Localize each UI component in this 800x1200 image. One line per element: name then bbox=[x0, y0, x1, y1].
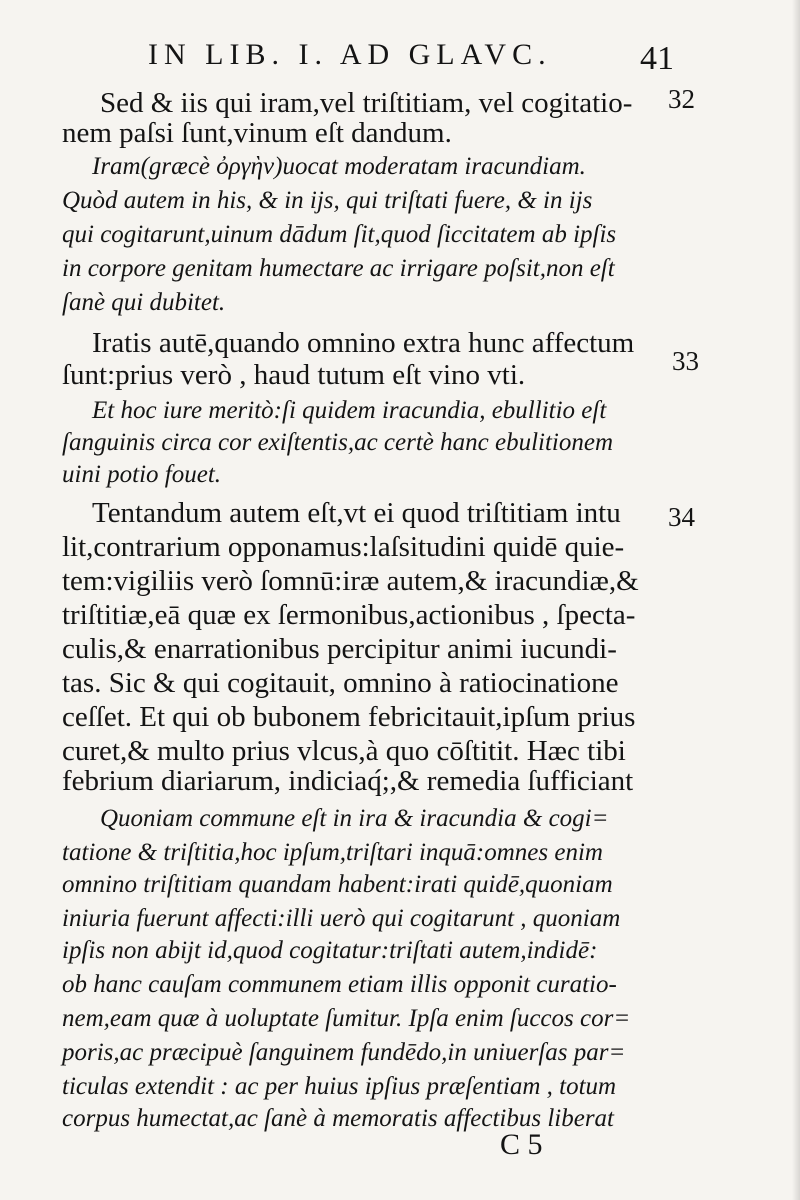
text-line: tas. Sic & qui cogitauit, omnino à ratiocinatione bbox=[62, 667, 619, 699]
text-line: ſunt:prius verò , haud tutum eſt vino vti. bbox=[62, 359, 526, 391]
page-number: 41 bbox=[640, 40, 674, 77]
text-line: in corpore genitam humectare ac irrigare poſsit,non eſt bbox=[62, 255, 615, 282]
text-line: Quòd autem in his, & in ijs, qui triſtati fuere, & in ijs bbox=[62, 187, 593, 214]
text-line: qui cogitarunt,uinum dādum ſit,quod ſiccitatem ab ipſis bbox=[62, 221, 617, 248]
text-line: Et hoc iure meritò:ſi quidem iracundia, ebullitio eſt bbox=[92, 397, 607, 424]
text-line: Iram(græcè ὀργὴν)uocat moderatam iracundiam. bbox=[92, 153, 586, 180]
text-line: Tentandum autem eſt,vt ei quod triſtitiam intu bbox=[92, 497, 621, 529]
text-line: curet,& multo prius vlcus,à quo cōſtitit. Hæc tibi bbox=[62, 735, 626, 767]
text-line: corpus humectat,ac ſanè à memoratis affectibus liberat bbox=[62, 1105, 615, 1132]
page-edge-shadow bbox=[792, 0, 800, 1200]
signature-mark: C 5 bbox=[500, 1128, 543, 1161]
margin-number-32: 32 bbox=[668, 84, 695, 114]
text-line: tem:vigiliis verò ſomnū:iræ autem,& iracundiæ,& bbox=[62, 565, 639, 597]
text-line: Quoniam commune eſt in ira & iracundia & cogi= bbox=[100, 805, 609, 832]
text-line: uini potio fouet. bbox=[62, 461, 222, 488]
text-line: nem,eam quæ à uoluptate ſumitur. Ipſa enim ſuccos cor= bbox=[62, 1005, 631, 1032]
text-line: lit,contrarium opponamus:laſsitudini quidē quie- bbox=[62, 531, 625, 563]
text-line: ob hanc cauſam communem etiam illis opponit curatio- bbox=[62, 971, 617, 998]
text-line: culis,& enarrationibus percipitur animi iucundi- bbox=[62, 633, 617, 665]
running-header: IN LIB. I. AD GLAVC. bbox=[148, 38, 552, 71]
text-line: ticulas extendit : ac per huius ipſius præſentiam , totum bbox=[62, 1073, 617, 1100]
text-line: triſtitiæ,eā quæ ex ſermonibus,actionibus , ſpecta- bbox=[62, 599, 636, 631]
text-line: ſanguinis circa cor exiſtentis,ac certè hanc ebulitionem bbox=[62, 429, 614, 456]
margin-number-33: 33 bbox=[672, 346, 699, 376]
text-line: febrium diariarum, indiciaq́;,& remedia ſufficiant bbox=[62, 765, 634, 797]
text-line: iniuria fuerunt affecti:illi uerò qui cogitarunt , quoniam bbox=[62, 905, 621, 932]
text-line: nem paſsi ſunt,vinum eſt dandum. bbox=[62, 117, 452, 149]
text-line: ipſis non abijt id,quod cogitatur:triſtati autem,indidē: bbox=[62, 937, 598, 964]
text-line: omnino triſtitiam quandam habent:irati quidē,quoniam bbox=[62, 871, 613, 898]
text-line: Iratis autē,quando omnino extra hunc affectum bbox=[92, 327, 635, 359]
margin-number-34: 34 bbox=[668, 502, 695, 532]
text-line: ceſſet. Et qui ob bubonem febricitauit,ipſum prius bbox=[62, 701, 636, 733]
text-line: tatione & triſtitia,hoc ipſum,triſtari inquā:omnes enim bbox=[62, 839, 603, 866]
text-line: Sed & iis qui iram,vel triſtitiam, vel cogitatio- bbox=[100, 87, 633, 119]
text-line: poris,ac præcipuè ſanguinem fundēdo,in uniuerſas par= bbox=[62, 1039, 626, 1066]
text-line: ſanè qui dubitet. bbox=[62, 289, 226, 316]
